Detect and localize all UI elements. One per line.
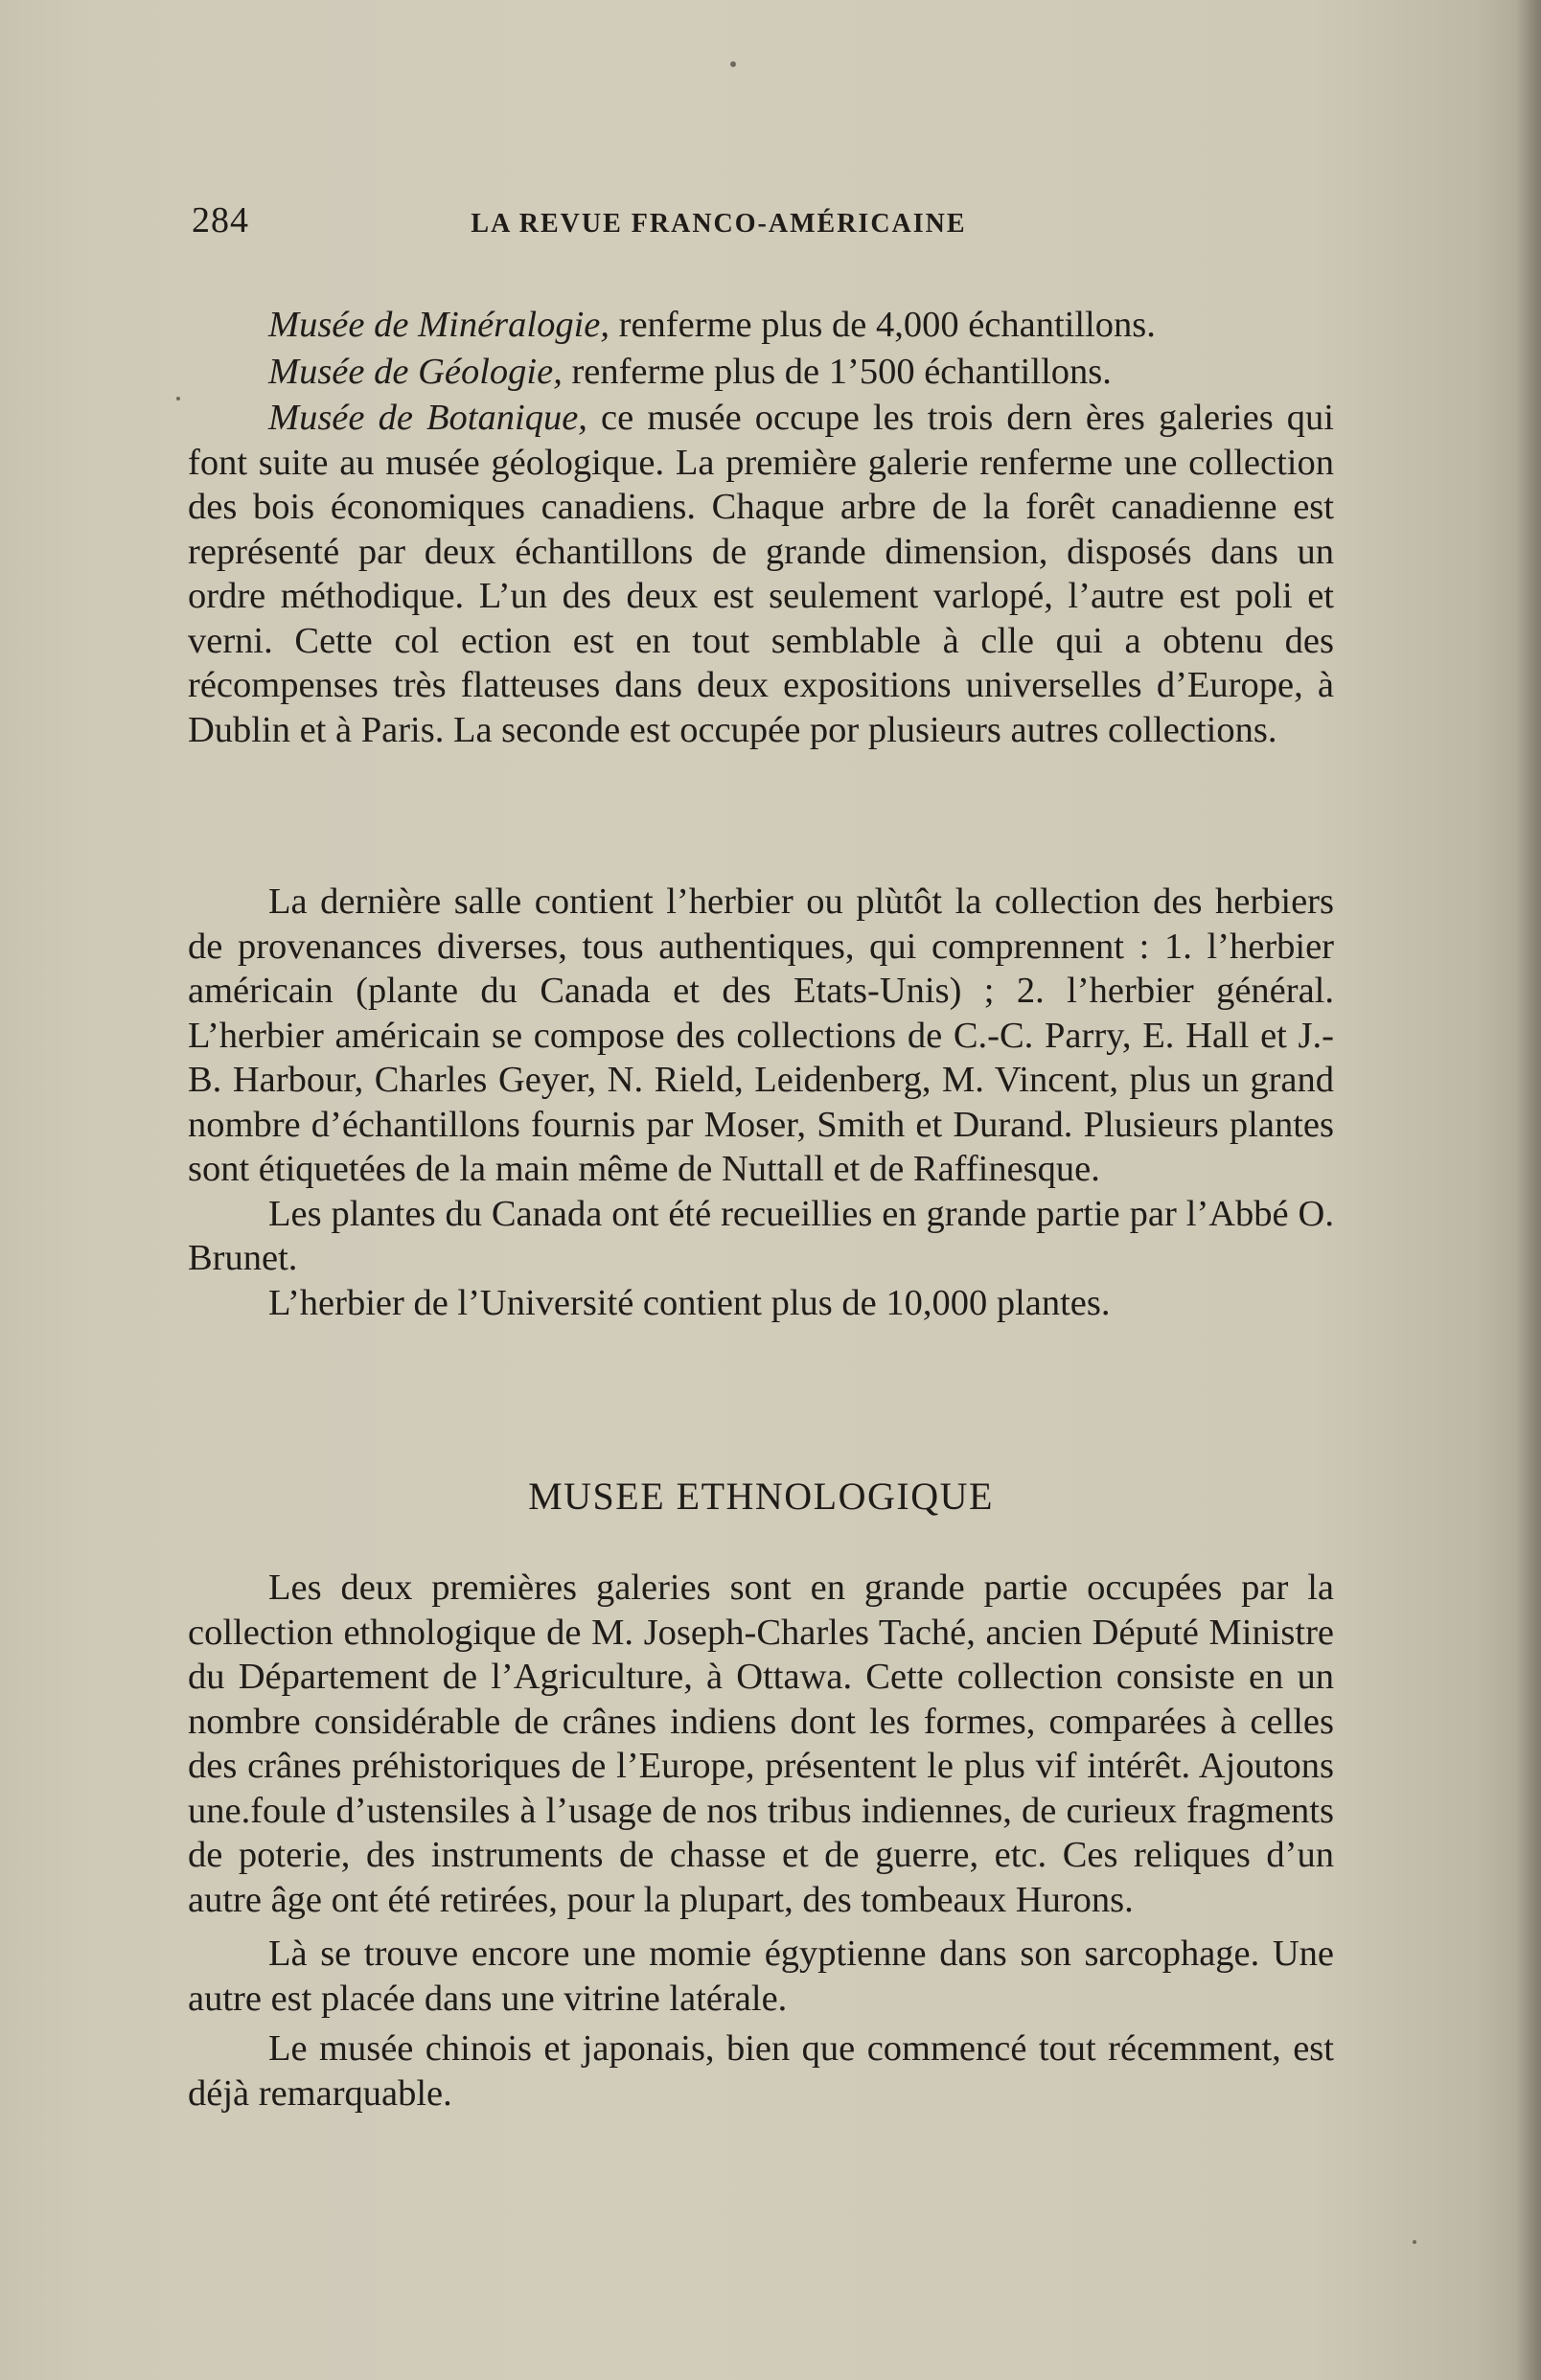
ink-speck [730, 61, 736, 67]
paragraph: La dernière salle contient l’herbier ou plùtôt la collection des herbiers de provenances diverses, tous authentiques, qui comprennent : 1. l’herbier américain (plante du Canada et des Etats-Unis) ; 2. l’herbier général. L’herbier américain se compose des collections de C.-C. Parry, E. Hall et J.-B. Harbour, Charles Geyer, N. Rield, Leidenberg, M. Vincent, plus un grand nombre d’échantillons fournis par Moser, Smith et Durand. Plusieurs plantes sont étiquetées de la main même de Nuttall et de Raffinesque. [188, 881, 1334, 1189]
paragraph: Les plantes du Canada ont été recueillies en grande partie par l’Abbé O. Brunet. [188, 1193, 1334, 1278]
entry-title: Musée de Minéralogie, [268, 305, 610, 345]
paragraph: Le musée chinois et japonais, bien que commencé tout récemment, est déjà remarquable. [188, 2028, 1334, 2114]
entry-geologie [188, 350, 1334, 395]
entry-title: Musée de Géologie, [268, 351, 563, 392]
page-header [192, 199, 1334, 257]
page-number: 284 [192, 200, 249, 240]
entry-text: renferme plus de 4,000 échantillons. [610, 305, 1156, 345]
entry-text: ce musée occupe les trois dern ères galeries qui font suite au musée géologique. La première galerie renferme une collection des bois économiques canadiens. Chaque arbre de la forêt canadienne est représenté par deux échantillons de grande dimension, disposés dans un ordre méthodique. L’un des deux est seulement varlopé, l’autre est poli et verni. Cette col ection est en tout semblable à clle qui a obtenu des récompenses très flatteuses dans deux expositions universelles d’Europe, à Dublin et à Paris. La seconde est occupée por plusieurs autres collections. [188, 398, 1334, 750]
ink-speck [176, 397, 180, 400]
herbier-paragraphs [188, 880, 1334, 1325]
paragraph: L’herbier de l’Université contient plus de 10,000 plantes. [268, 1282, 1111, 1323]
entry-text: renferme plus de 1’500 échantillons. [562, 351, 1112, 392]
paragraph: Les deux premières galeries sont en grande partie occupées par la collection ethnologique de M. Joseph-Charles Taché, ancien Député Ministre du Département de l’Agriculture, à Ottawa. Cette collection consiste en un nombre considérable de crânes indiens dont les formes, comparées à celles des crânes préhistoriques de l’Europe, présentent le plus vif intérêt. Ajoutons une.foule d’ustensiles à l’usage de nos tribus indiennes, de curieux fragments de poterie, des instruments de chasse et de guerre, etc. Ces reliques d’un autre âge ont été retirées, pour la plupart, des tombeaux Hurons. [188, 1568, 1334, 1920]
entry-botanique [188, 396, 1334, 752]
entry-mineralogie [188, 303, 1334, 348]
running-title: LA REVUE FRANCO-AMÉRICAINE [471, 209, 967, 239]
paragraph: Là se trouve encore une momie égyptienne dans son sarcophage. Une autre est placée dans une vitrine latérale. [188, 1934, 1334, 2019]
section-heading: MUSEE ETHNOLOGIQUE [528, 1475, 994, 1518]
ink-speck [1413, 2240, 1416, 2244]
museum-entries [188, 303, 1334, 752]
ethnology-paragraphs [188, 1566, 1334, 2116]
page-edge-shadow [1516, 0, 1541, 2380]
entry-title: Musée de Botanique, [268, 398, 587, 438]
